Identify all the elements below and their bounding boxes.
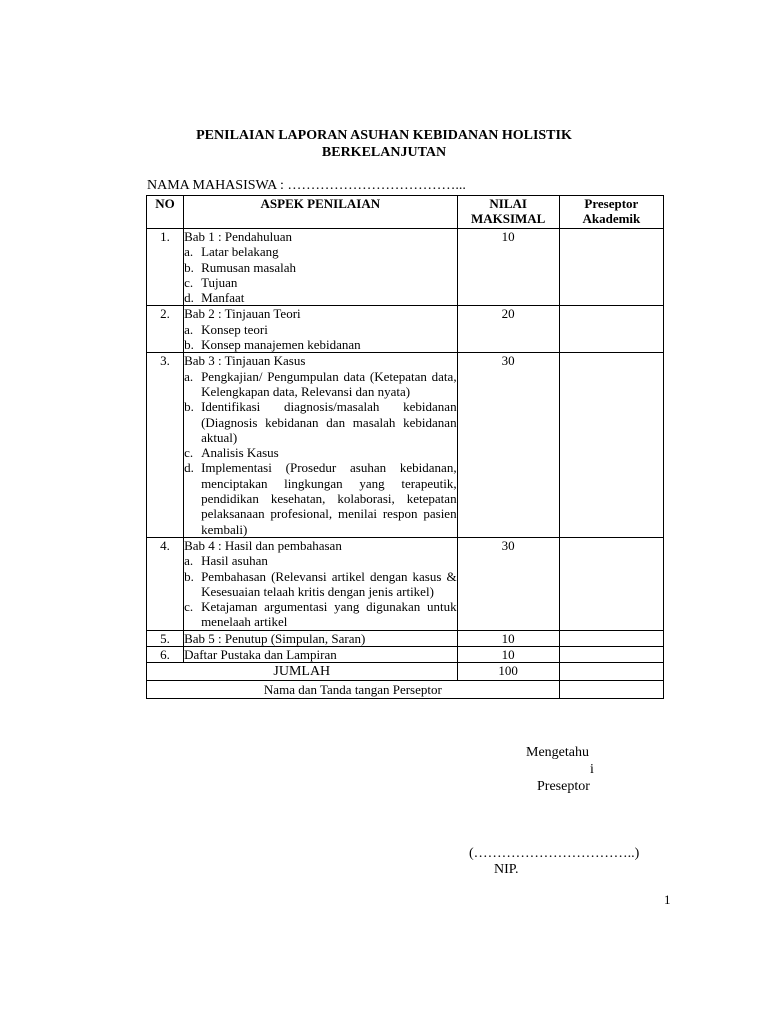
row-subitem bbox=[184, 569, 457, 600]
row-preseptor-score bbox=[559, 353, 663, 538]
row-number: 5. bbox=[147, 630, 184, 646]
page-number: 1 bbox=[664, 892, 671, 907]
row-preseptor-score bbox=[559, 306, 663, 353]
row-title: Bab 2 : Tinjauan Teori bbox=[184, 306, 301, 322]
row-number: 2. bbox=[147, 306, 184, 353]
row-number: 6. bbox=[147, 647, 184, 663]
row-aspek bbox=[184, 537, 458, 630]
mengetahui-line1: Mengetahu bbox=[526, 745, 589, 760]
header-nilai-line1: NILAI bbox=[489, 196, 527, 211]
subitem-text: Hasil asuhan bbox=[201, 553, 268, 569]
row-max-score: 30 bbox=[457, 353, 559, 538]
assessment-table bbox=[146, 195, 664, 699]
row-subitem bbox=[184, 460, 457, 536]
total-preseptor-cell bbox=[559, 663, 663, 681]
row-preseptor-score bbox=[559, 229, 663, 306]
row-aspek bbox=[184, 229, 458, 306]
header-aspek: ASPEK PENILAIAN bbox=[184, 196, 458, 229]
row-subitem bbox=[184, 599, 457, 630]
subitem-letter: c. bbox=[184, 445, 194, 461]
subitem-text: Analisis Kasus bbox=[201, 445, 279, 461]
subitem-letter: b. bbox=[184, 568, 194, 584]
row-title: Bab 3 : Tinjauan Kasus bbox=[184, 353, 306, 369]
row-number: 1. bbox=[147, 229, 184, 306]
table-row bbox=[147, 353, 664, 538]
table-row bbox=[147, 647, 664, 663]
subitem-letter: c. bbox=[184, 274, 194, 290]
row-aspek bbox=[184, 630, 458, 646]
row-subitem bbox=[184, 553, 457, 568]
subitem-letter: a. bbox=[184, 244, 194, 260]
nip-label: NIP. bbox=[494, 862, 519, 877]
subitem-letter: b. bbox=[184, 399, 194, 415]
row-title: Bab 4 : Hasil dan pembahasan bbox=[184, 537, 342, 553]
subitem-text: Latar belakang bbox=[201, 244, 279, 260]
document-title bbox=[150, 127, 618, 161]
subitem-text: Pengkajian/ Pengumpulan data (Ketepatan data, Kelengkapan data, Relevansi dan nyata) bbox=[201, 368, 457, 399]
subitem-text: Konsep manajemen kebidanan bbox=[201, 337, 361, 353]
preseptor-label: Preseptor bbox=[537, 779, 590, 794]
subitem-text: Ketajaman argumentasi yang digunakan untuk menelaah artikel bbox=[201, 599, 457, 630]
header-preseptor-line2: Akademik bbox=[582, 211, 641, 227]
row-subitem bbox=[184, 244, 457, 259]
row-max-score: 10 bbox=[457, 630, 559, 646]
total-value: 100 bbox=[457, 663, 559, 681]
table-row bbox=[147, 537, 664, 630]
subitem-text: Rumusan masalah bbox=[201, 259, 297, 275]
row-number: 3. bbox=[147, 353, 184, 538]
row-aspek bbox=[184, 306, 458, 353]
student-name-field: NAMA MAHASISWA : ………………………………... bbox=[147, 178, 466, 193]
subitem-text: Pembahasan (Relevansi artikel dengan kasus & Kesesuaian telaah kritis dengan jenis artikel) bbox=[201, 568, 457, 599]
table-body bbox=[147, 229, 664, 663]
subitem-letter: d. bbox=[184, 460, 194, 476]
row-preseptor-score bbox=[559, 537, 663, 630]
subitem-text: Konsep teori bbox=[201, 321, 268, 337]
row-max-score: 30 bbox=[457, 537, 559, 630]
row-subitem bbox=[184, 445, 457, 460]
row-subitem bbox=[184, 337, 457, 352]
subitem-letter: a. bbox=[184, 553, 194, 569]
subitem-letter: b. bbox=[184, 337, 194, 353]
table-row bbox=[147, 630, 664, 646]
subitem-letter: d. bbox=[184, 290, 194, 306]
subitem-letter: a. bbox=[184, 368, 194, 384]
row-max-score: 10 bbox=[457, 647, 559, 663]
signature-preseptor-cell bbox=[559, 681, 663, 699]
subitem-text: Identifikasi diagnosis/masalah kebidanan (Diagnosis kebidanan dan masalah kebidanan aktual) bbox=[201, 399, 457, 445]
row-subitem bbox=[184, 369, 457, 400]
header-no: NO bbox=[147, 196, 184, 229]
header-preseptor-line1: Preseptor bbox=[584, 196, 639, 211]
row-max-score: 10 bbox=[457, 229, 559, 306]
header-nilai bbox=[457, 196, 559, 229]
subitem-letter: a. bbox=[184, 321, 194, 337]
row-preseptor-score bbox=[559, 647, 663, 663]
row-subitem bbox=[184, 290, 457, 305]
row-preseptor-score bbox=[559, 630, 663, 646]
row-subitem bbox=[184, 275, 457, 290]
mengetahui-line2: i bbox=[590, 762, 594, 777]
subitem-text: Manfaat bbox=[201, 290, 245, 306]
subitem-text: Tujuan bbox=[201, 274, 238, 290]
row-title: Daftar Pustaka dan Lampiran bbox=[184, 647, 337, 663]
header-preseptor bbox=[559, 196, 663, 229]
table-row bbox=[147, 306, 664, 353]
row-aspek bbox=[184, 353, 458, 538]
row-max-score: 20 bbox=[457, 306, 559, 353]
subitem-text: Implementasi (Prosedur asuhan kebidanan, menciptakan lingkungan yang terapeutik, pendidikan kesehatan, kolaborasi, ketepatan pelaksanaan profesional, menilai respon pasien kembali) bbox=[201, 460, 457, 537]
subitem-letter: c. bbox=[184, 599, 194, 615]
row-title: Bab 1 : Pendahuluan bbox=[184, 229, 293, 244]
table-row bbox=[147, 229, 664, 306]
row-aspek bbox=[184, 647, 458, 663]
row-subitem bbox=[184, 260, 457, 275]
row-number: 4. bbox=[147, 537, 184, 630]
signature-blank: (……………………………..) bbox=[469, 846, 640, 861]
row-title: Bab 5 : Penutup (Simpulan, Saran) bbox=[184, 630, 366, 646]
signature-row-label: Nama dan Tanda tangan Perseptor bbox=[147, 681, 560, 699]
row-subitem bbox=[184, 399, 457, 445]
header-nilai-line2: MAKSIMAL bbox=[470, 211, 546, 227]
title-line-2: BERKELANJUTAN bbox=[321, 145, 447, 160]
signature-row bbox=[147, 681, 664, 699]
title-line-1: PENILAIAN LAPORAN ASUHAN KEBIDANAN HOLISTIK bbox=[196, 128, 572, 143]
row-subitem bbox=[184, 322, 457, 337]
subitem-letter: b. bbox=[184, 259, 194, 275]
total-label: JUMLAH bbox=[147, 663, 458, 681]
total-row bbox=[147, 663, 664, 681]
table-header-row bbox=[147, 196, 664, 229]
